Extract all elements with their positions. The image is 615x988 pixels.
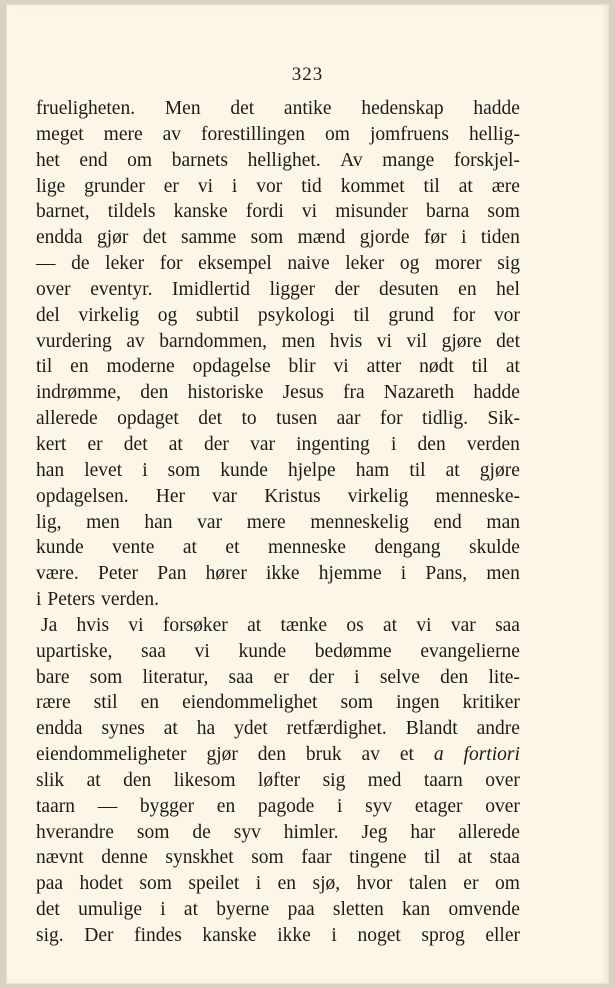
body-text (36, 96, 520, 949)
text-line: allerede opdaget det to tusen aar for tidlig. Sik- (36, 408, 520, 430)
text-line: het end om barnets hellighet. Av mange forskjel- (36, 149, 520, 171)
text-line: lig, men han var mere menneskelig end man (36, 511, 520, 533)
text-line: kert er det at der var ingenting i den verden (36, 433, 520, 455)
text-line: opdagelsen. Her var Kristus virkelig menneske- (36, 485, 520, 507)
text-line: han levet i som kunde hjelpe ham til at gjøre (36, 459, 520, 481)
page-number: 323 (291, 64, 324, 85)
text-line: upartiske, saa vi kunde bedømme evangelierne (36, 640, 520, 662)
text-line: bare som literatur, saa er der i selve den lite- (36, 666, 520, 688)
text-line: Ja hvis vi forsøker at tænke os at vi var saa (41, 614, 520, 636)
text-line: rære stil en eiendommelighet som ingen kritiker (36, 692, 520, 714)
text-line: — de leker for eksempel naive leker og morer sig (36, 253, 520, 275)
text-line: være. Peter Pan hører ikke hjemme i Pans, men (36, 563, 520, 585)
text-line: i Peters verden. (36, 589, 160, 611)
text-line: del virkelig og subtil psykologi til grund for vor (36, 304, 520, 326)
text-line: det umulige i at byerne paa sletten kan omvende (36, 899, 520, 921)
text-line: meget mere av forestillingen om jomfruens hellig- (36, 123, 520, 145)
text-line: eiendommeligheter gjør den bruk av et a fortiori (36, 744, 520, 766)
text-line: sig. Der findes kanske ikke i noget sprog eller (36, 925, 520, 946)
text-line: indrømme, den historiske Jesus fra Nazareth hadde (36, 382, 520, 404)
text-line: til en moderne opdagelse blir vi atter nødt til at (36, 356, 520, 378)
text-line: endda gjør det samme som mænd gjorde før i tiden (36, 227, 520, 249)
text-line: vurdering av barndommen, men hvis vi vil gjøre det (36, 330, 520, 352)
text-line: kunde vente at et menneske dengang skulde (36, 537, 520, 559)
text-line: endda synes at ha ydet retfærdighet. Blandt andre (36, 718, 520, 740)
text-line: over eventyr. Imidlertid ligger der desuten en hel (36, 278, 520, 300)
text-line: paa hodet som speilet i en sjø, hvor talen er om (36, 873, 520, 895)
text-line: frueligheten. Men det antike hedenskap hadde (36, 98, 520, 119)
text-line: lige grunder er vi i vor tid kommet til at ære (36, 175, 520, 197)
text-line: taarn — bygger en pagode i syv etager over (36, 795, 520, 817)
text-line: nævnt denne synskhet som faar tingene til at staa (36, 847, 520, 869)
text-line: slik at den likesom løfter sig med taarn over (36, 769, 520, 791)
book-page (6, 4, 609, 984)
text-line: barnet, tildels kanske fordi vi misunder barna som (36, 201, 520, 223)
text-line: hverandre som de syv himler. Jeg har allerede (36, 821, 520, 843)
